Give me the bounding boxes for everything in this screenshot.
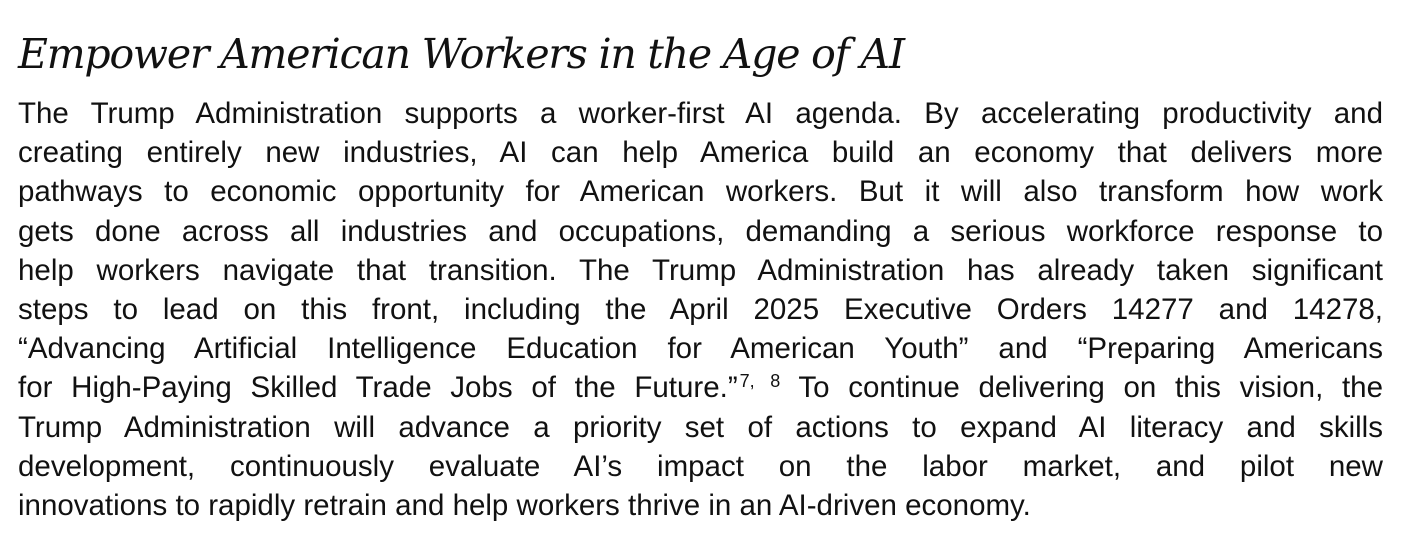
- paragraph-line: innovations to rapidly retrain and help workers thrive in an AI-driven economy.: [18, 489, 1031, 523]
- paragraph-line: The Trump Administration supports a worker-first AI agenda. By accelerating productivity and: [18, 97, 1383, 130]
- footnote-reference[interactable]: 7, 8: [739, 370, 781, 391]
- paragraph-line: help workers navigate that transition. The Trump Administration has already taken significant: [18, 253, 1383, 287]
- line-text-after-footnote: To continue delivering on this vision, the: [780, 371, 1383, 405]
- paragraph-line-with-footnotes: [18, 368, 1383, 407]
- paragraph-line: development, continuously evaluate AI’s impact on the labor market, and pilot new: [18, 449, 1383, 483]
- line-text-before-footnote: for High-Paying Skilled Trade Jobs of the Future.”: [18, 371, 738, 405]
- paragraph-line: pathways to economic opportunity for American workers. But it will also transform how work: [18, 175, 1383, 209]
- paragraph-line: Trump Administration will advance a priority set of actions to expand AI literacy and skills: [18, 410, 1383, 444]
- paragraph-line: “Advancing Artificial Intelligence Education for American Youth” and “Preparing Americans: [18, 332, 1383, 366]
- paragraph-line: creating entirely new industries, AI can help America build an economy that delivers more: [18, 136, 1383, 170]
- paragraph-line: gets done across all industries and occupations, demanding a serious workforce response to: [18, 214, 1383, 248]
- body-paragraph: [18, 94, 1383, 525]
- paragraph-line: steps to lead on this front, including the April 2025 Executive Orders 14277 and 14278,: [18, 293, 1383, 327]
- section-heading: Empower American Workers in the Age of AI: [18, 30, 904, 78]
